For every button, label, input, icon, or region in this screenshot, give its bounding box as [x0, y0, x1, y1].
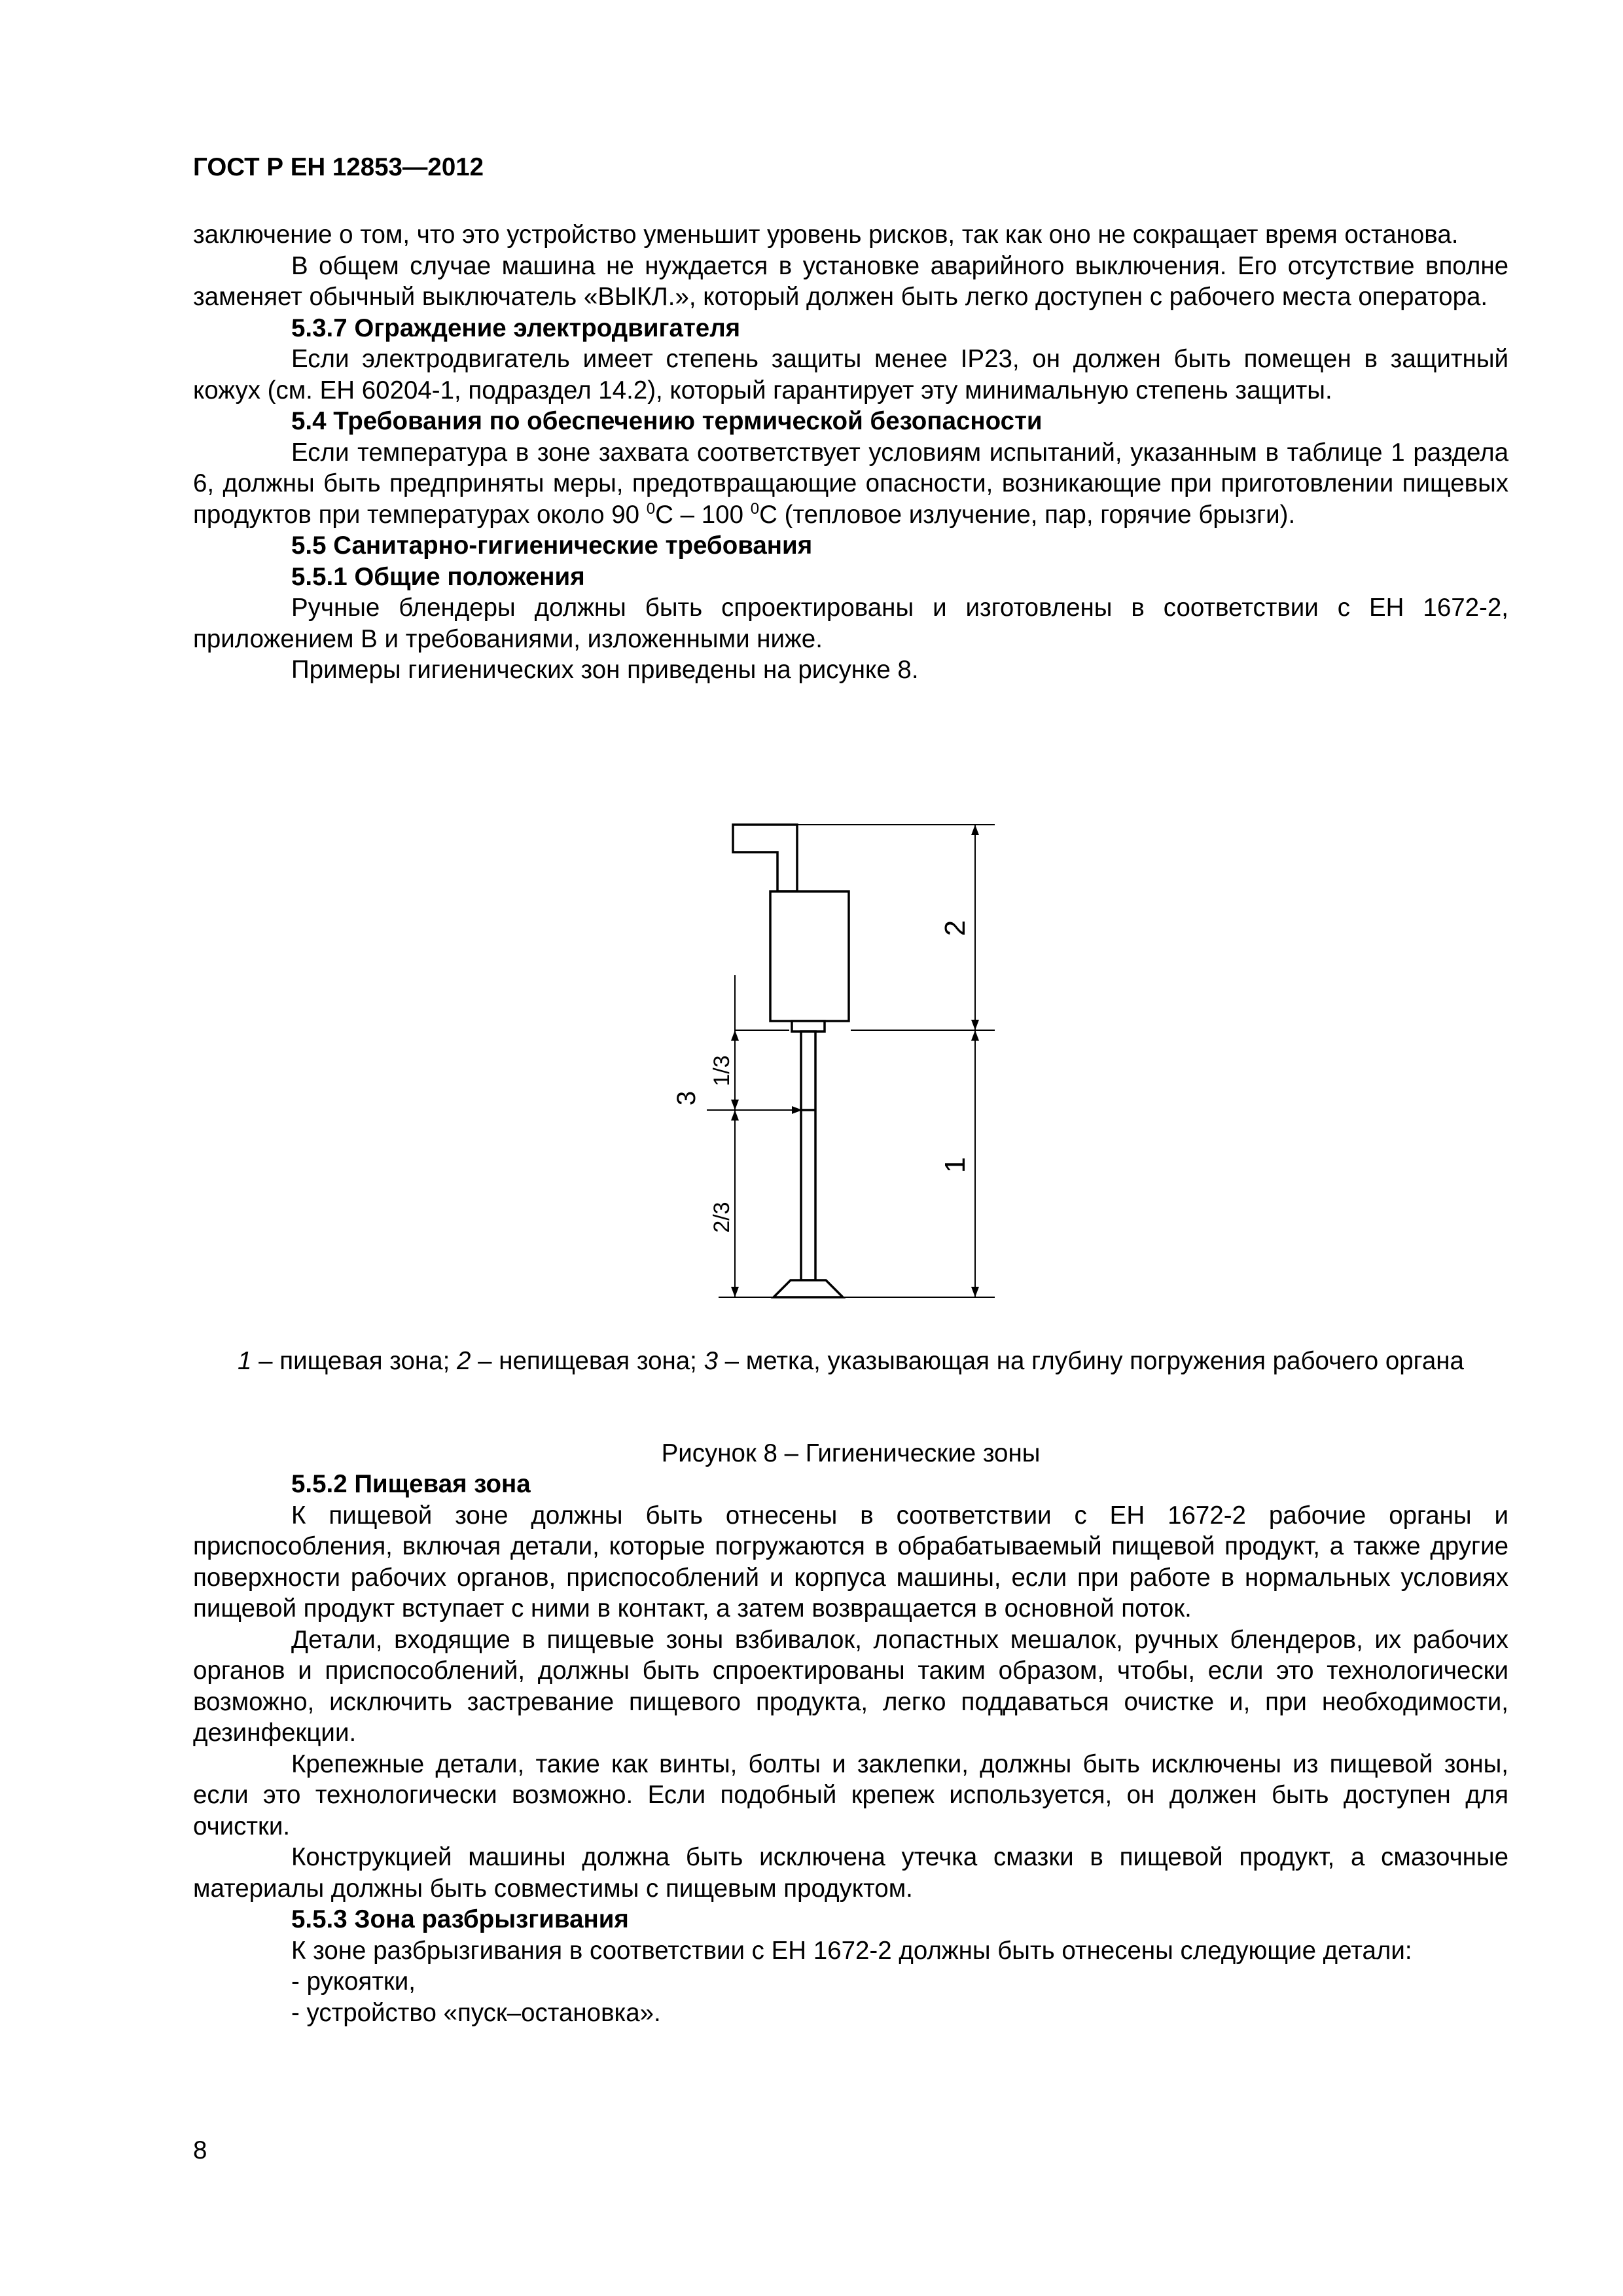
section-bottom-text: [193, 1469, 1508, 2028]
figure-8-hygienic-zones-drawing: [654, 812, 1047, 1322]
zone-2-label: 2: [939, 920, 971, 937]
paragraph: Примеры гигиенических зон приведены на рисунке 8.: [291, 656, 919, 684]
paragraph: Конструкцией машины должна быть исключена утечка смазки в пищевой продукт, а смазочные материалы должны быть совместимы с пищевым продуктом.: [193, 1843, 1508, 1903]
paragraph: Ручные блендеры должны быть спроектированы и изготовлены в соответствии с ЕН 1672-2, приложением В и требованиями, изложенными ниже.: [193, 594, 1508, 653]
heading-5-3-7: 5.3.7 Ограждение электродвигателя: [291, 314, 741, 342]
section-top-text: [193, 219, 1508, 686]
mark-3-label: 3: [672, 1090, 701, 1106]
figure-title: Рисунок 8 – Гигиенические зоны: [661, 1439, 1041, 1467]
heading-5-5: 5.5 Санитарно-гигиенические требования: [291, 531, 813, 560]
paragraph: Крепежные детали, такие как винты, болты и заклепки, должны быть исключены из пищевой зоны, если это технологически возможно. Если подобный крепеж используется, он должен быть доступен для очистки.: [193, 1749, 1508, 1840]
list-item: - рукоятки,: [291, 1967, 416, 1996]
figure-caption: [216, 1346, 1486, 1377]
heading-5-5-3: 5.5.3 Зона разбрызгивания: [291, 1905, 629, 1933]
paragraph-thermal: Если температура в зоне захвата соответствует условиям испытаний, указанным в таблице 1 раздела 6, должны быть предприняты меры, предотвращающие опасности, возникающие при приготовлении пищевых продуктов при температурах около 90 $^0$С – 100 $^0$С (тепловое излучение, пар, горячие брызги).: [193, 438, 1508, 529]
heading-5-4: 5.4 Требования по обеспечению термической безопасности: [291, 407, 1043, 435]
list-item: - устройство «пуск–остановка».: [291, 1998, 661, 2027]
paragraph: В общем случае машина не нуждается в установке аварийного выключения. Его отсутствие вполне заменяет обычный выключатель «ВЫКЛ.», который должен быть легко доступен с рабочего места оператора.: [193, 251, 1508, 311]
paragraph: Детали, входящие в пищевые зоны взбивалок, лопастных мешалок, ручных блендеров, их рабочих органов и приспособлений, должны быть спроектированы таким образом, чтобы, если это технологически возможно, исключить застревание пищевого продукта, легко поддаваться очистке и, при необходимости, дезинфекции.: [193, 1625, 1508, 1747]
document-code-header: ГОСТ Р ЕН 12853—2012: [193, 153, 484, 181]
heading-5-5-2: 5.5.2 Пищевая зона: [291, 1470, 531, 1498]
paragraph: заключение о том, что это устройство уменьшит уровень рисков, так как оно не сокращает время останова.: [193, 221, 1459, 249]
paragraph: Если электродвигатель имеет степень защиты менее IP23, он должен быть помещен в защитный кожух (см. ЕН 60204-1, подраздел 14.2), который гарантирует эту минимальную степень защиты.: [193, 345, 1508, 404]
paragraph: К зоне разбрызгивания в соответствии с ЕН 1672-2 должны быть отнесены следующие детали:: [291, 1936, 1412, 1965]
zone-1-label: 1: [939, 1157, 971, 1174]
one-third-label: 1/3: [709, 1055, 734, 1086]
two-thirds-label: 2/3: [709, 1202, 734, 1233]
heading-5-5-1: 5.5.1 Общие положения: [291, 562, 585, 591]
figure-title-block: [193, 1438, 1508, 1469]
figure-legend: 1 – пищевая зона; 2 – непищевая зона; 3 – метка, указывающая на глубину погружения рабочего органа: [238, 1347, 1464, 1375]
paragraph: К пищевой зоне должны быть отнесены в соответствии с ЕН 1672-2 рабочие органы и приспособления, включая детали, которые погружаются в обрабатываемый пищевой продукт, а также другие поверхности рабочих органов, приспособлений и корпуса машины, если при работе в нормальных условиях пищевой продукт вступает с ними в контакт, а затем возвращается в основной поток.: [193, 1501, 1508, 1623]
page-number: 8: [193, 2136, 207, 2164]
